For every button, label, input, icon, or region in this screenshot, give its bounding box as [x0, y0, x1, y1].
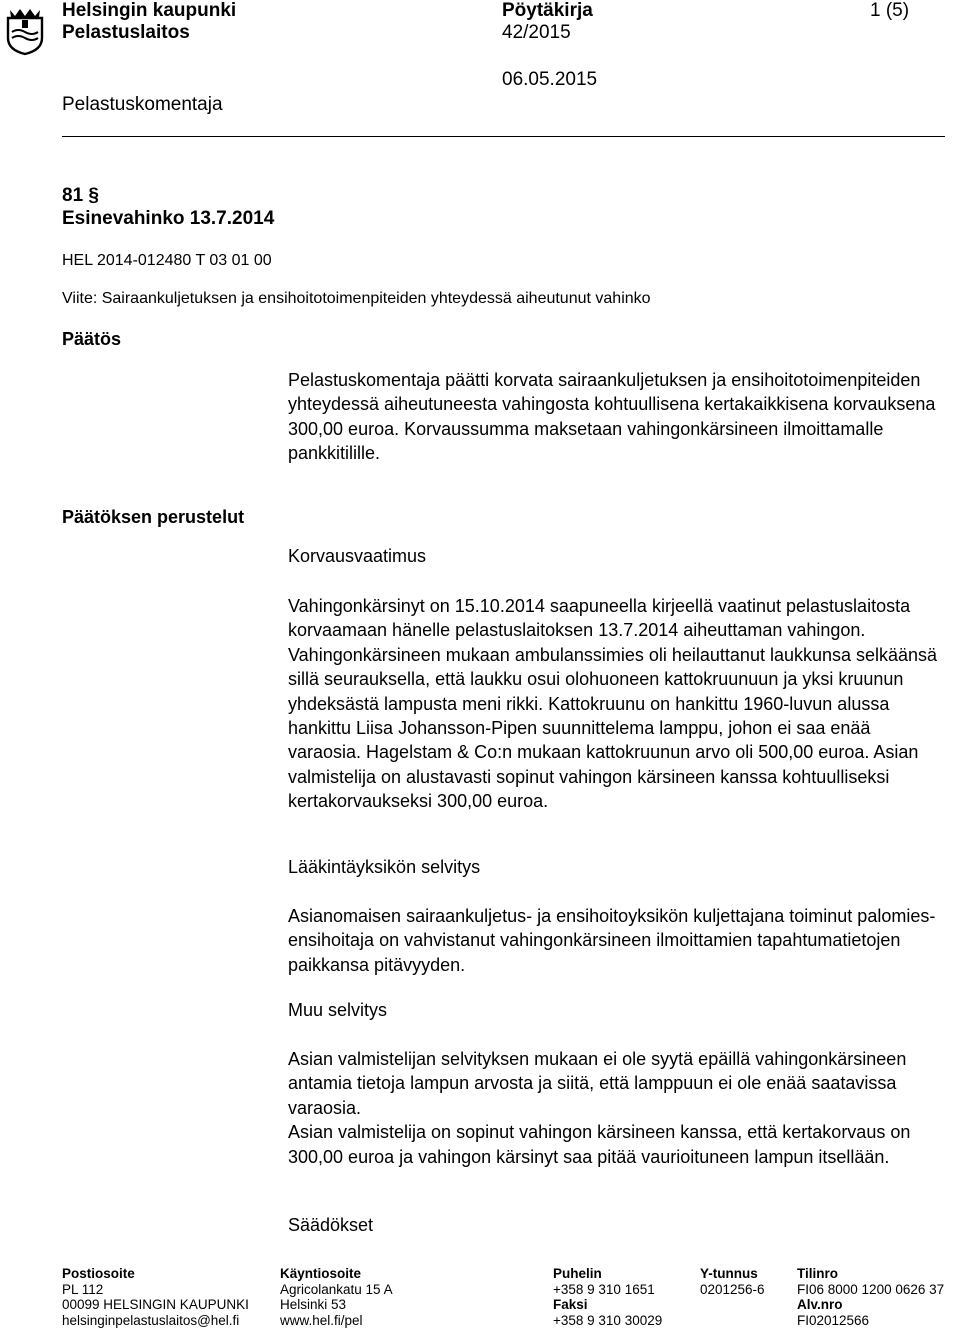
case-id: HEL 2014-012480 T 03 01 00: [62, 252, 272, 269]
fax-value: +358 9 310 30029: [553, 1312, 663, 1328]
decision-heading: Päätös: [62, 329, 122, 349]
vat-value: FI02012566: [797, 1312, 870, 1328]
postal-line-2: 00099 HELSINGIN KAUPUNKI: [62, 1297, 249, 1313]
committee-name: Pelastuskomentaja: [62, 94, 223, 115]
item-number: 81: [62, 185, 84, 206]
regulations-heading: Säädökset: [288, 1215, 374, 1235]
visit-website: www.hel.fi/pel: [280, 1312, 363, 1328]
rationale-heading: Päätöksen perustelut: [62, 507, 245, 527]
other-report-text: [288, 1047, 948, 1169]
section-sign: §: [88, 185, 99, 206]
footer-phone: [553, 1266, 662, 1328]
other-report-heading: Muu selvitys: [288, 1000, 388, 1020]
item-title: Esinevahinko 13.7.2014: [62, 208, 275, 229]
bank-value: FI06 8000 1200 0626 37: [797, 1281, 945, 1297]
visit-line-2: Helsinki 53: [280, 1297, 347, 1313]
postal-line-1: PL 112: [62, 1281, 104, 1297]
document-number: 42/2015: [502, 22, 571, 43]
business-id-value: 0201256-6: [700, 1281, 765, 1297]
unit-report-heading: Lääkintäyksikön selvitys: [288, 857, 481, 877]
bank-label: Tilinro: [797, 1266, 839, 1281]
helsinki-crest-logo: [4, 4, 46, 56]
visit-line-1: Agricolankatu 15 A: [280, 1281, 393, 1297]
org-name: Helsingin kaupunki: [62, 0, 237, 21]
vat-label: Alv.nro: [797, 1297, 843, 1313]
claim-paragraph: Vahingonkärsinyt on 15.10.2014 saapuneella kirjeellä vaatinut pelastuslaitosta korvaamaan hänelle pelastuslaitoksen 13.7.2014 aiheuttaman vahingon. Vahingonkärsineen mukaan ambulanssimies oli heilauttanut laukkunsa selkäänsä sillä seurauksella, että laukku osui olohuoneen kattokruunuun ja yksi kruunun yhdeksästä lampusta meni rikki. Kattokruunu on hankittu 1960-luvun alussa hankittu Liisa Johansson-Pipen suunnittelema lamppu, johon ei saa enää varaosia. Hagelstam & Co:n mukaan kattokruunun arvo oli 500,00 euroa. Asian valmistelija on alustavasti sopinut vahingon kärsineen kanssa kohtuulliseksi kertakorvaukseksi 300,00 euroa.: [288, 596, 938, 812]
visit-label: Käyntiosoite: [280, 1266, 362, 1281]
item-number-line: [62, 185, 99, 207]
meeting-date: 06.05.2015: [502, 69, 598, 90]
other-report-paragraph-2: Asian valmistelija on sopinut vahingon kärsineen kanssa, että kertakorvaus on 300,00 euroa ja vahingon kärsinyt saa pitää vaurioituneen lampun itsellään.: [288, 1122, 911, 1167]
footer-business-id: [700, 1266, 765, 1297]
reference-line: Viite: Sairaankuljetuksen ja ensihoitotoimenpiteiden yhteydessä aiheutunut vahinko: [62, 290, 651, 307]
claim-heading: Korvausvaatimus: [288, 546, 427, 566]
footer-postal: [62, 1266, 249, 1328]
footer-visit: [280, 1266, 393, 1328]
header-divider: [62, 136, 945, 137]
fax-label: Faksi: [553, 1297, 588, 1313]
business-id-label: Y-tunnus: [700, 1266, 758, 1281]
unit-report-text: [288, 904, 948, 977]
decision-text: [288, 368, 948, 466]
postal-email: helsinginpelastuslaitos@hel.fi: [62, 1312, 240, 1328]
footer-bank: [797, 1266, 944, 1328]
document-type: Pöytäkirja: [502, 0, 593, 21]
phone-value: +358 9 310 1651: [553, 1281, 655, 1297]
page-number: 1 (5): [870, 0, 910, 21]
unit-report-paragraph: Asianomaisen sairaankuljetus- ja ensihoitoyksikön kuljettajana toiminut palomies-ensihoitaja on vahvistanut vahingonkärsineen ilmoittamien tapahtumatietojen paikkansa pitävyyden.: [288, 906, 936, 975]
other-report-paragraph-1: Asian valmistelijan selvityksen mukaan ei ole syytä epäillä vahingonkärsineen antamia tietoja lampun arvosta ja siitä, että lamppuun ei ole enää saatavissa varaosia.: [288, 1049, 907, 1118]
claim-text: [288, 594, 948, 814]
postal-label: Postiosoite: [62, 1266, 135, 1281]
unit-name: Pelastuslaitos: [62, 22, 190, 43]
phone-label: Puhelin: [553, 1266, 602, 1281]
decision-paragraph: Pelastuskomentaja päätti korvata sairaankuljetuksen ja ensihoitotoimenpiteiden yhteydessä aiheutuneesta vahingosta kohtuullisena kertakaikkisena korvauksena 300,00 euroa. Korvaussumma maksetaan vahingonkärsineen ilmoittamalle pankkitilille.: [288, 370, 936, 464]
